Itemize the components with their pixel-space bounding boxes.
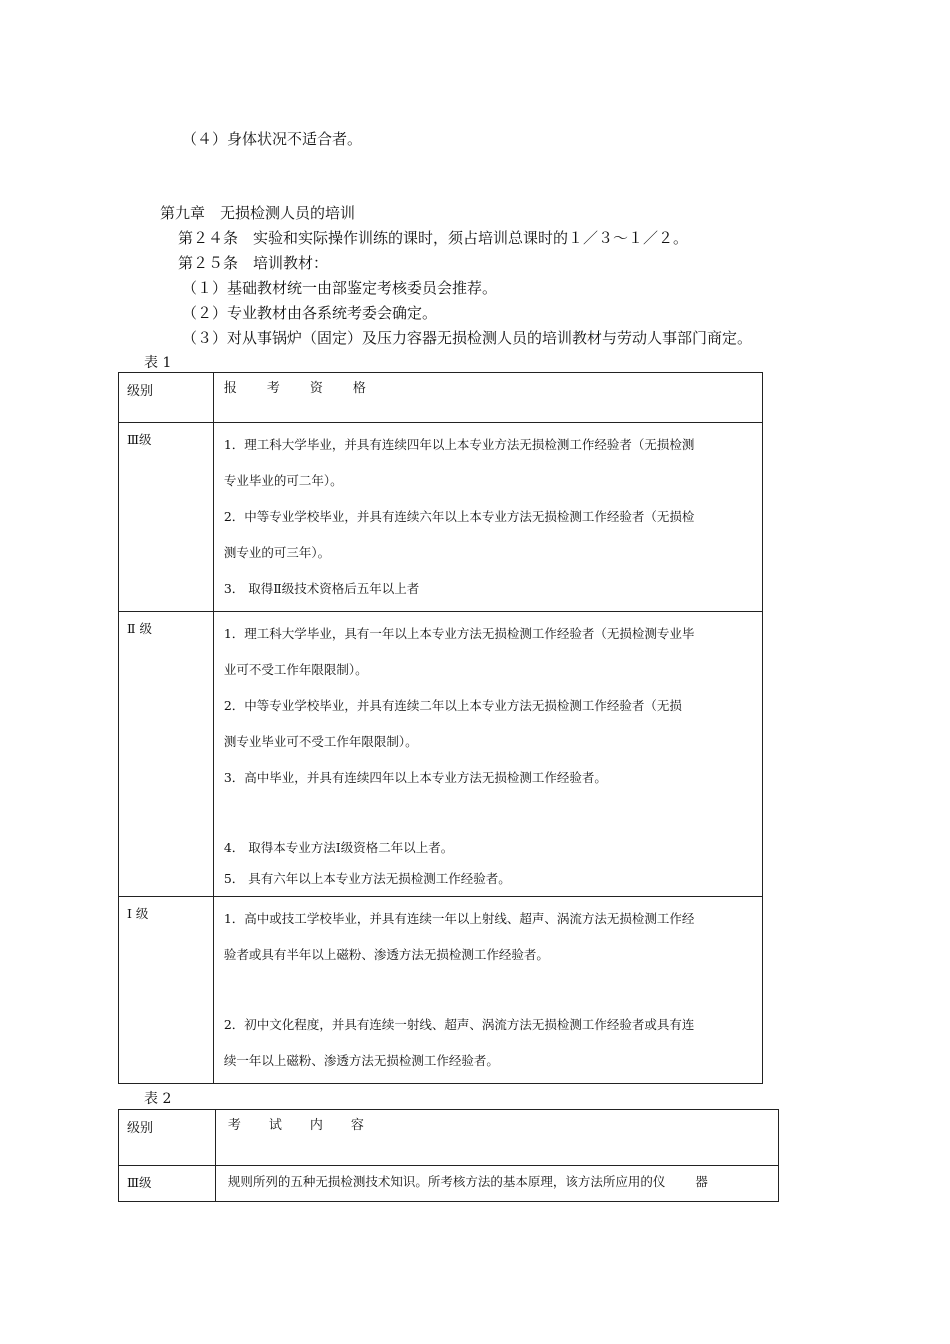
- list-item: 测专业毕业可不受工作年限限制）。: [223, 734, 418, 749]
- header-char: 考: [227, 1118, 241, 1133]
- list-item: 测专业的可三年）。: [223, 545, 331, 560]
- level-cell: Ⅰ 级: [119, 897, 214, 1084]
- article-25: 第２５条 培训教材：: [178, 254, 329, 272]
- table1-header-row: [119, 373, 763, 423]
- chapter-heading: 第九章 无损检测人员的培训: [160, 204, 356, 222]
- list-item: 1．理工科大学毕业，具有一年以上本专业方法无损检测工作经验者（无损检测专业毕: [223, 626, 695, 641]
- table-row: [119, 897, 763, 1084]
- item-4-text: （４）身体状况不适合者。: [182, 130, 363, 148]
- table1-header-level: 级别: [119, 373, 214, 423]
- sub-item-1: （１）基础教材统一由部鉴定考核委员会推荐。: [182, 279, 498, 297]
- table2-header-row: [119, 1110, 779, 1166]
- list-item: 3．高中毕业，并具有连续四年以上本专业方法无损检测工作经验者。: [223, 770, 607, 785]
- sub-item-2: （２）专业教材由各系统考委会确定。: [182, 304, 438, 322]
- list-item: 续一年以上磁粉、渗透方法无损检测工作经验者。: [223, 1053, 499, 1068]
- article-24: 第２４条 实验和实际操作训练的课时，须占培训总课时的１／３～１／２。: [178, 229, 689, 247]
- header-char: 容: [350, 1118, 364, 1133]
- list-item: 4． 取得本专业方法Ⅰ级资格二年以上者。: [223, 840, 454, 855]
- list-item: 验者或具有半年以上磁粉、渗透方法无损检测工作经验者。: [223, 947, 549, 962]
- list-item: 5． 具有六年以上本专业方法无损检测工作经验者。: [223, 871, 511, 886]
- list-item: 1．理工科大学毕业，并具有连续四年以上本专业方法无损检测工作经验者（无损检测: [223, 437, 695, 452]
- list-item: 专业毕业的可二年）。: [223, 473, 343, 488]
- table-row: [119, 612, 763, 897]
- table1-header-qualification: [213, 373, 762, 423]
- exam-content-cell: [215, 1166, 778, 1202]
- level-cell: Ⅲ级: [119, 1166, 216, 1202]
- list-item: 2．中等专业学校毕业，并具有连续二年以上本专业方法无损检测工作经验者（无损: [223, 698, 682, 713]
- list-item: 2．初中文化程度，并具有连续一射线、超声、涡流方法无损检测工作经验者或具有连: [223, 1017, 695, 1032]
- requirements-cell: [213, 423, 762, 612]
- exam-content-text: 规则所列的五种无损检测技术知识。所考核方法的基本原理，该方法所应用的仪: [227, 1174, 666, 1189]
- header-char: 考: [266, 381, 280, 396]
- header-char: 报: [223, 381, 237, 396]
- table-row: [119, 423, 763, 612]
- table1: [118, 372, 763, 1084]
- header-char: 资: [309, 381, 323, 396]
- list-item: 1．高中或技工学校毕业，并具有连续一年以上射线、超声、涡流方法无损检测工作经: [223, 911, 695, 926]
- table2-header-level: 级别: [119, 1110, 216, 1166]
- level-cell: Ⅱ 级: [119, 612, 214, 897]
- list-item: 业可不受工作年限限制）。: [223, 662, 368, 677]
- table2: [118, 1109, 779, 1202]
- sub-item-3: （３）对从事锅炉（固定）及压力容器无损检测人员的培训教材与劳动人事部门商定。: [182, 329, 753, 347]
- requirements-cell: [213, 612, 762, 897]
- list-item: 2．中等专业学校毕业，并具有连续六年以上本专业方法无损检测工作经验者（无损检: [223, 509, 695, 524]
- table-row: [119, 1166, 779, 1202]
- header-char: 内: [309, 1118, 323, 1133]
- requirements-cell: [213, 897, 762, 1084]
- table1-caption: 表 1: [144, 355, 172, 371]
- level-cell: Ⅲ级: [119, 423, 214, 612]
- exam-content-tail: 器: [695, 1174, 708, 1189]
- table2-caption: 表 2: [144, 1091, 172, 1107]
- table2-header-content: [215, 1110, 778, 1166]
- list-item: 3． 取得Ⅱ级技术资格后五年以上者: [223, 581, 420, 596]
- header-char: 试: [268, 1118, 282, 1133]
- header-char: 格: [352, 381, 366, 396]
